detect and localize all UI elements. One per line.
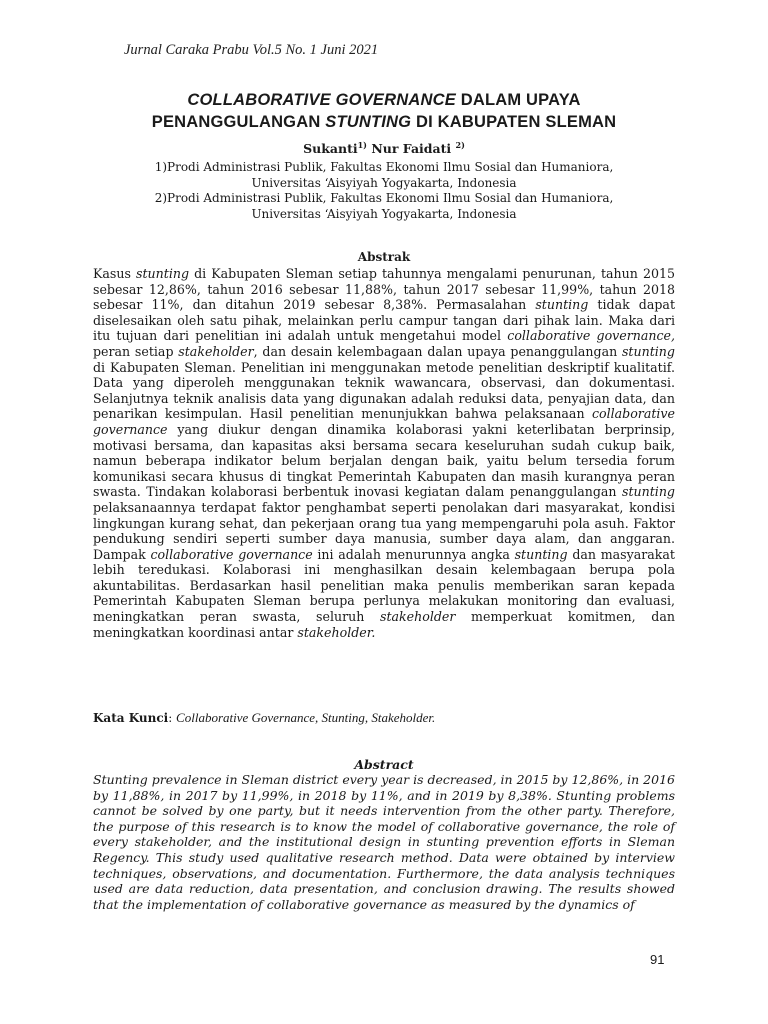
abstrak-heading: Abstrak [357, 250, 411, 264]
keywords [93, 710, 675, 726]
abstrak-term: collaborative governance, [507, 328, 675, 344]
abstrak-text: ini adalah menurunnya angka [312, 546, 515, 562]
affiliation-line: Universitas ‘Aisyiyah Yogyakarta, Indonesia [251, 175, 517, 190]
abstrak-body [93, 266, 675, 640]
abstrak-term: stakeholder [178, 343, 254, 359]
abstrak-text: di Kabupaten Sleman. Penelitian ini menggunakan metode penelitian deskriptif kualitatif. Data yang diperoleh menggunakan teknik wawancara, observasi, dan dokumentasi. Selanjutnya teknik analisis data yang digunakan adalah reduksi data, penyajian data, dan penarikan kesimpulan. Hasil penelitian menunjukkan bahwa pelaksanaan [93, 359, 675, 422]
affiliation-line: Universitas ‘Aisyiyah Yogyakarta, Indonesia [251, 206, 517, 221]
abstrak-term: stunting [621, 484, 675, 500]
title-text: PENANGGULANGAN [151, 113, 326, 131]
title-text: DALAM UPAYA [455, 91, 581, 109]
keywords-value: Collaborative Governance, Stunting, Stakeholder. [176, 710, 436, 725]
title-line-1 [90, 89, 678, 111]
author-list [90, 140, 678, 156]
abstrak-text: , dan desain kelembagaan dalan upaya penanggulangan [253, 343, 622, 359]
abstrak-term: collaborative governance [93, 406, 675, 437]
abstract-body: Stunting prevalence in Sleman district every year is decreased, in 2015 by 12,86%, in 2016 by 11,88%, in 2017 by 11,99%, in 2018 by 11%, and in 2019 by 8,38%. Stunting problems cannot be solved by one party, but it needs intervention from the other party. Therefore, the purpose of this research is to know the model of collaborative governance, the role of every stakeholder, and the institutional design in stunting prevention efforts in Sleman Regency. This study used qualitative research method. Data were obtained by interview techniques, observations, and documentation. Furthermore, the data analysis techniques used are data reduction, data presentation, and conclusion drawing. The results showed that the implementation of collaborative governance as measured by the dynamics of [93, 772, 675, 912]
title-italic-term: COLLABORATIVE GOVERNANCE [187, 91, 456, 109]
abstrak-term: stunting [136, 266, 190, 281]
title-line-2 [90, 111, 678, 133]
abstrak-term: stunting [514, 546, 568, 562]
author-name: Nur Faidati [366, 141, 456, 157]
abstrak-text: dan masyarakat lebih teredukasi. Kolaborasi ini menghasilkan desain kelembagaan berupa pola akuntabilitas. Berdasarkan hasil penelitian maka penulis memberikan saran kepada Pemerintah Kabupaten Sleman berupa perlunya melakukan monitoring dan evaluasi, meningkatkan peran swasta, seluruh [93, 546, 675, 625]
abstrak-term: stakeholder. [297, 624, 376, 640]
author-affiliation-mark: 1) [357, 140, 367, 150]
title-italic-term: STUNTING [325, 113, 412, 131]
abstrak-term: stakeholder [380, 609, 456, 625]
abstrak-term: stunting [535, 297, 589, 313]
abstrak-text: di Kabupaten Sleman setiap tahunnya mengalami penurunan, tahun 2015 sebesar 12,86%, tahun 2016 sebesar 11,88%, tahun 2017 sebesar 11,99%, tahun 2018 sebesar 11%, dan ditahun 2019 sebesar 8,38%. Permasalahan [93, 266, 675, 313]
abstrak-term: collaborative governance [150, 546, 313, 562]
abstract-heading: Abstract [354, 757, 414, 772]
page-number: 91 [650, 952, 665, 967]
title-text: DI KABUPATEN SLEMAN [411, 113, 617, 131]
affiliations [90, 160, 678, 222]
author-name: Sukanti [303, 141, 358, 157]
keywords-label: Kata Kunci [93, 711, 169, 725]
abstrak-text: peran setiap [93, 343, 179, 359]
abstrak-text: pelaksanaannya terdapat faktor penghambat seperti penolakan dari masyarakat, kondisi lingkungan kurang sehat, dan pekerjaan orang tua yang mempengaruhi pola asuh. Faktor pendukung sendiri seperti sumber daya manusia, sumber daya alam, dan anggaran. Dampak [93, 499, 675, 562]
paper-title [90, 89, 678, 133]
abstrak-text: yang diukur dengan dinamika kolaborasi yakni keterlibatan berprinsip, motivasi bersama, dan kapasitas aksi bersama secara keseluruhan sudah cukup baik, namun beberapa indikator belum berjalan dengan baik, yaitu belum tersedia forum komunikasi secara khusus di tingkat Pemerintah Kabupaten dan masih kurangnya peran swasta. Tindakan kolaborasi berbentuk inovasi kegiatan dalam penanggulangan [93, 421, 675, 500]
journal-header: Jurnal Caraka Prabu Vol.5 No. 1 Juni 2021 [124, 42, 379, 58]
abstrak-term: stunting [621, 343, 675, 359]
affiliation-line: 1)Prodi Administrasi Publik, Fakultas Ekonomi Ilmu Sosial dan Humaniora, [154, 160, 614, 174]
abstrak-text: tidak dapat diselesaikan oleh satu pihak, melainkan perlu campur tangan dari pihak lain. Maka dari itu tujuan dari penelitian ini adalah untuk mengetahui model [93, 297, 676, 344]
keywords-separator: : [168, 711, 177, 725]
author-affiliation-mark: 2) [455, 140, 465, 150]
abstrak-text: Kasus [93, 266, 137, 281]
affiliation-line: 2)Prodi Administrasi Publik, Fakultas Ekonomi Ilmu Sosial dan Humaniora, [154, 191, 614, 205]
abstrak-text: memperkuat komitmen, dan meningkatkan koordinasi antar [93, 609, 675, 640]
